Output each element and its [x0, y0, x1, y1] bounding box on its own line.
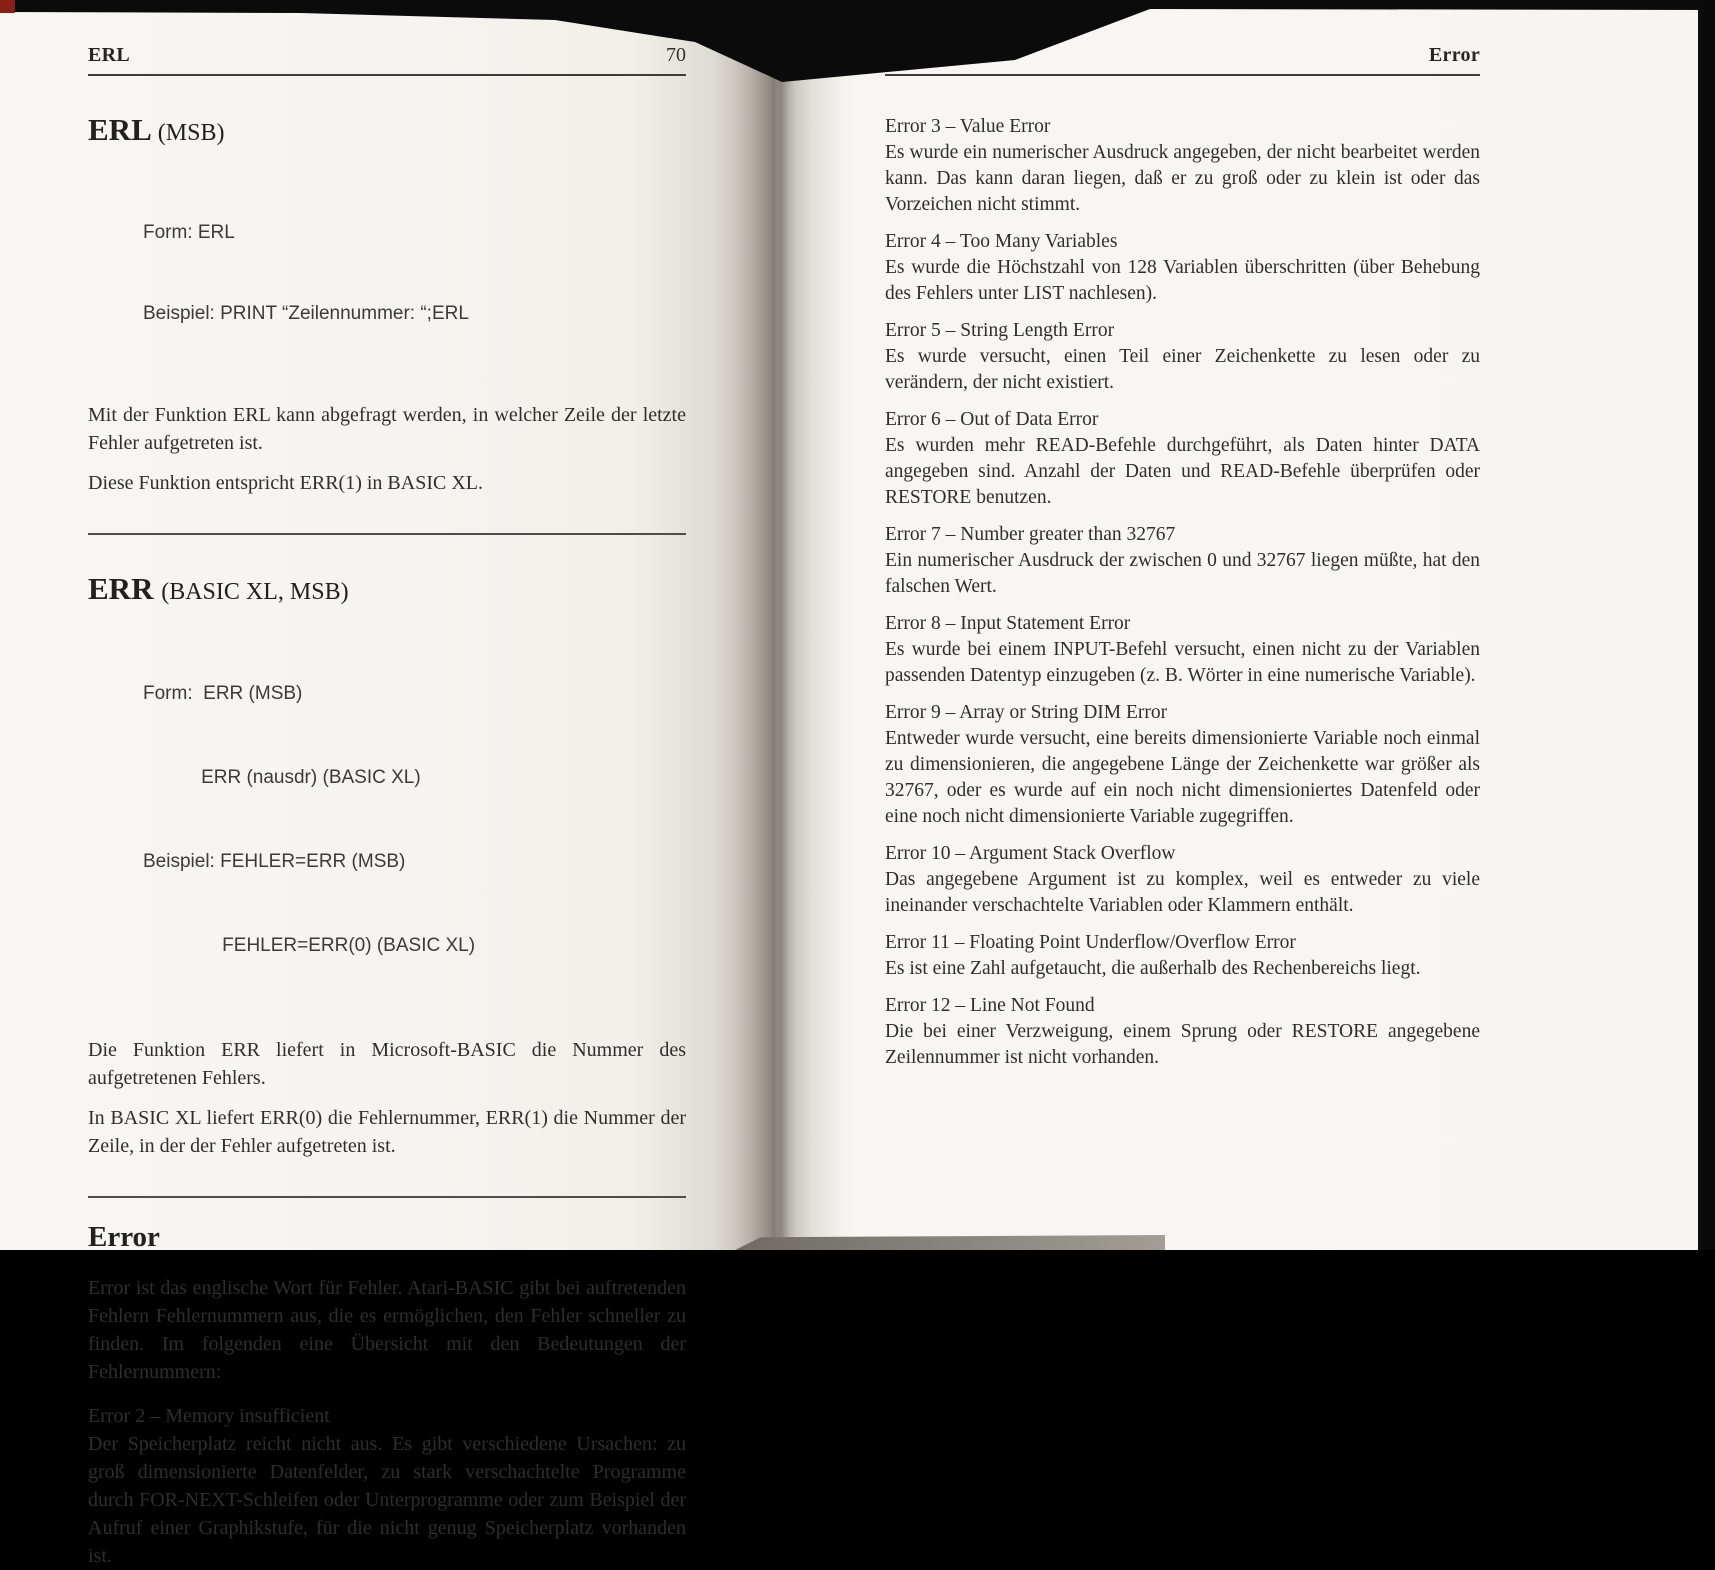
- error-description: Es wurde ein numerischer Ausdruck angegeben, der nicht bearbeitet werden kann. Das kann daran liegen, daß er zu groß oder zu klein ist oder das Vorzeichen nicht stimmt.: [885, 142, 1480, 215]
- error-title: Error 6 – Out of Data Error: [885, 409, 1099, 430]
- error-item: [885, 611, 1480, 689]
- error-title: Error 7 – Number greater than 32767: [885, 524, 1176, 545]
- error-item: [885, 229, 1480, 307]
- error-item: [885, 930, 1480, 982]
- top-black-edge-shape: [0, 0, 1715, 82]
- error-title: Error 5 – String Length Error: [885, 320, 1115, 341]
- erl-beispiel-line: Beispiel: PRINT “Zeilennummer: “;ERL: [143, 303, 469, 324]
- err-form-line: ERR (nausdr) (BASIC XL): [143, 767, 421, 788]
- err-beispiel-line: FEHLER=ERR(0) (BASIC XL): [143, 935, 476, 956]
- error-description: Es wurden mehr READ-Befehle durchgeführt, als Daten hinter DATA angegeben sind. Anzahl der Daten und READ-Befehle überprüfen oder RESTORE benutzen.: [885, 435, 1480, 508]
- error-title: Error 8 – Input Statement Error: [885, 613, 1131, 634]
- right-header-title: Error: [1428, 44, 1480, 66]
- error-item: [885, 993, 1480, 1071]
- erl-qualifier: (MSB): [157, 120, 225, 146]
- err-form-block: [143, 624, 686, 1016]
- error-title: Error 4 – Too Many Variables: [885, 231, 1118, 252]
- right-page: [775, 8, 1698, 1250]
- error-item: [885, 700, 1480, 830]
- error-description: Es wurde versucht, einen Teil einer Zeichenkette zu lesen oder zu verändern, der nicht existiert.: [885, 346, 1480, 393]
- error-item: [885, 522, 1480, 600]
- err-keyword: ERR: [88, 571, 154, 606]
- right-page-content: [885, 44, 1480, 1082]
- right-black-edge: [1701, 0, 1715, 1250]
- section-separator: [88, 533, 686, 535]
- error-description: Es wurde die Höchstzahl von 128 Variablen überschritten (über Behebung des Fehlers unter LIST nachlesen).: [885, 257, 1480, 304]
- erl-form-block: [143, 165, 686, 381]
- error-description: Das angegebene Argument ist zu komplex, weil es entweder zu viele ineinander verschachtelte Variablen oder Klammern enthält.: [885, 869, 1480, 916]
- left-page: [0, 10, 775, 1567]
- err-beispiel-line: Beispiel: FEHLER=ERR (MSB): [143, 851, 406, 872]
- error-section-intro: Error ist das englische Wort für Fehler. Atari-BASIC gibt bei auftretenden Fehlern Fehlernummern aus, die es ermöglichen, den Fehler schneller zu finden. Im folgenden eine Übersicht mit den Bedeutungen der Fehlernummern:: [88, 1277, 686, 1383]
- erl-keyword: ERL: [88, 112, 151, 147]
- error-description: Es wurde bei einem INPUT-Befehl versucht, einen nicht zu der Variablen passenden Datentyp einzugeben (z. B. Wörter in eine numerische Variable).: [885, 639, 1480, 686]
- err-qualifier: (BASIC XL, MSB): [161, 579, 349, 605]
- error-item: [885, 407, 1480, 511]
- section-separator: [88, 1196, 686, 1198]
- error-description: Die bei einer Verzweigung, einem Sprung oder RESTORE angegebene Zeilennummer ist nicht vorhanden.: [885, 1021, 1480, 1068]
- left-header-title: ERL: [88, 44, 131, 66]
- error-list: [885, 114, 1480, 1071]
- error-title: Error 10 – Argument Stack Overflow: [885, 843, 1176, 864]
- err-entry-heading: [88, 571, 686, 610]
- erl-entry-heading: [88, 112, 686, 151]
- error-description: Ein numerischer Ausdruck der zwischen 0 und 32767 liegen müßte, hat den falschen Wert.: [885, 550, 1480, 597]
- error-item: [885, 841, 1480, 919]
- err-paragraph: In BASIC XL liefert ERR(0) die Fehlernummer, ERR(1) die Nummer der Zeile, in der der Fehler aufgetreten ist.: [88, 1107, 686, 1157]
- erl-paragraph: Mit der Funktion ERL kann abgefragt werden, in welcher Zeile der letzte Fehler aufgetreten ist.: [88, 404, 686, 454]
- error-description: Entweder wurde versucht, eine bereits dimensionierte Variable noch einmal zu dimensionieren, die angegebene Länge der Zeichenkette war größer als 32767, oder es wurde auf ein noch nicht dimensioniertes Datenfeld oder eine noch nicht dimensionierte Variable zugegriffen.: [885, 728, 1480, 827]
- left-page-content: [88, 44, 686, 1570]
- error-description: Der Speicherplatz reicht nicht aus. Es gibt verschiedene Ursachen: zu groß dimensionierte Datenfelder, zu stark verschachtelte Programme durch FOR-NEXT-Schleifen oder Unterprogramme oder zum Beispiel der Aufruf einer Graphikstufe, für die nicht genug Speicherplatz vorhanden ist.: [88, 1433, 686, 1567]
- error-item: [885, 318, 1480, 396]
- left-page-number: 70: [666, 44, 686, 66]
- error-description: Es ist eine Zahl aufgetaucht, die außerhalb des Rechenbereichs liegt.: [885, 958, 1421, 979]
- error-title: Error 9 – Array or String DIM Error: [885, 702, 1168, 723]
- error-item: [88, 1402, 686, 1570]
- bottom-page-shadow: [735, 1235, 1165, 1250]
- error-item: [885, 114, 1480, 218]
- book-top-edge: [0, 0, 1715, 95]
- error-title: Error 2 – Memory insufficient: [88, 1405, 330, 1427]
- error-title: Error 12 – Line Not Found: [885, 995, 1095, 1016]
- error-section-heading: Error: [88, 1221, 160, 1253]
- error-title: Error 11 – Floating Point Underflow/Overflow Error: [885, 932, 1296, 953]
- erl-form-line: Form: ERL: [143, 222, 235, 243]
- err-form-line: Form: ERR (MSB): [143, 683, 303, 704]
- erl-paragraph: Diese Funktion entspricht ERR(1) in BASIC XL.: [88, 472, 483, 494]
- err-paragraph: Die Funktion ERR liefert in Microsoft-BASIC die Nummer des aufgetretenen Fehlers.: [88, 1039, 686, 1089]
- red-corner-mark: [0, 0, 15, 13]
- error-title: Error 3 – Value Error: [885, 116, 1051, 137]
